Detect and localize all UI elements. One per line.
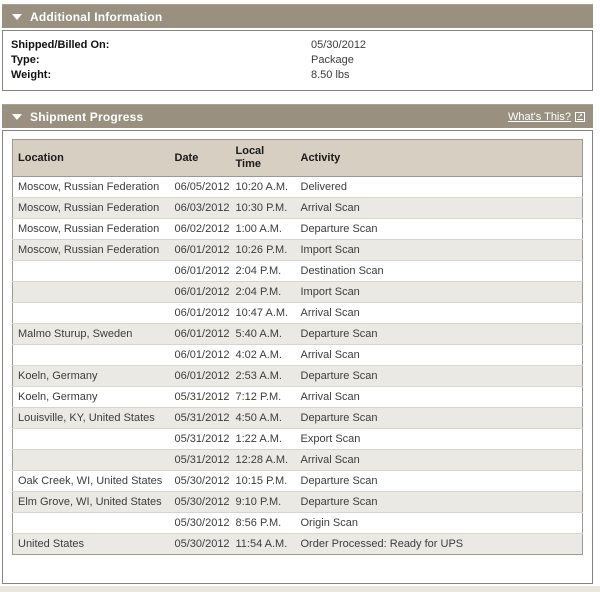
location-cell: United States: [18, 538, 85, 550]
activity-cell: Arrival Scan: [296, 345, 583, 366]
column-header-activity: Activity: [296, 140, 583, 177]
time-cell: 2:04 P.M.: [231, 261, 296, 282]
field-label: Type:: [11, 54, 40, 66]
shipment-table-body: [13, 177, 583, 555]
activity-cell: Departure Scan: [296, 408, 583, 429]
date-cell: 05/31/2012: [170, 408, 231, 429]
table-row: [13, 282, 583, 303]
location-cell: Koeln, Germany: [13, 366, 170, 387]
info-field-type: [3, 53, 592, 68]
shipment-progress-table: [12, 139, 583, 555]
time-cell: 4:50 A.M.: [231, 408, 296, 429]
time-cell: 10:30 P.M.: [231, 198, 296, 219]
whats-this-link[interactable]: [508, 111, 585, 123]
time-cell: 10:26 P.M.: [231, 240, 296, 261]
section-title: Additional Information: [30, 9, 163, 24]
column-header-location: Location: [13, 140, 170, 177]
location-cell: Louisville, KY, United States: [13, 408, 170, 429]
page-bottom-strip: [0, 586, 600, 592]
date-cell: 06/01/2012: [170, 366, 231, 387]
table-row: [13, 513, 583, 534]
table-row: [13, 177, 583, 198]
location-cell: [13, 303, 170, 324]
date-cell: 05/31/2012: [170, 450, 231, 471]
field-label: Weight:: [11, 69, 52, 81]
activity-cell: Export Scan: [296, 429, 583, 450]
activity-cell: Arrival Scan: [296, 387, 583, 408]
activity-cell: Import Scan: [296, 240, 583, 261]
location-cell: Malmo Sturup, Sweden: [13, 324, 170, 345]
collapse-triangle-icon: [12, 14, 22, 20]
time-cell: 9:10 P.M.: [231, 492, 296, 513]
table-row: [13, 387, 583, 408]
info-field-shipped-billed-on: [3, 38, 592, 53]
additional-information-header[interactable]: [2, 4, 593, 28]
shipment-progress-header[interactable]: [2, 104, 593, 128]
location-cell: Moscow, Russian Federation: [13, 177, 170, 198]
time-cell: 11:54 A.M.: [235, 538, 288, 550]
location-cell: Moscow, Russian Federation: [13, 219, 170, 240]
date-cell: 06/01/2012: [170, 261, 231, 282]
activity-cell: Arrival Scan: [296, 450, 583, 471]
popup-window-icon: ↗: [575, 112, 585, 122]
time-cell: 7:12 P.M.: [231, 387, 296, 408]
time-cell: 1:22 A.M.: [231, 429, 296, 450]
table-row: [13, 219, 583, 240]
field-value: 8.50 lbs: [311, 69, 350, 81]
location-cell: Moscow, Russian Federation: [13, 240, 170, 261]
info-field-weight: [3, 68, 592, 83]
time-cell: 8:56 P.M.: [231, 513, 296, 534]
table-row: [13, 429, 583, 450]
date-cell: 05/30/2012: [170, 492, 231, 513]
section-title: Shipment Progress: [30, 109, 144, 124]
activity-cell: Departure Scan: [296, 324, 583, 345]
time-cell: 2:53 A.M.: [231, 366, 296, 387]
activity-cell: Delivered: [296, 177, 583, 198]
time-cell: 10:20 A.M.: [231, 177, 296, 198]
location-cell: Elm Grove, WI, United States: [13, 492, 170, 513]
date-cell: 05/30/2012: [170, 513, 231, 534]
activity-cell: Departure Scan: [296, 366, 583, 387]
table-row: [13, 408, 583, 429]
column-header-date: Date: [170, 140, 231, 177]
activity-cell: Departure Scan: [296, 219, 583, 240]
activity-cell: Departure Scan: [296, 492, 583, 513]
whats-this-label: What's This?: [507, 110, 571, 123]
activity-cell: Import Scan: [296, 282, 583, 303]
date-cell: 05/30/2012: [170, 471, 231, 492]
activity-cell: Order Processed: Ready for UPS: [300, 538, 464, 550]
field-value: Package: [311, 54, 354, 66]
location-cell: [13, 282, 170, 303]
activity-cell: Destination Scan: [296, 261, 583, 282]
activity-cell: Arrival Scan: [296, 198, 583, 219]
date-cell: 06/01/2012: [170, 345, 231, 366]
date-cell: 05/31/2012: [170, 429, 231, 450]
time-cell: 10:15 P.M.: [231, 471, 296, 492]
field-value: 05/30/2012: [311, 39, 367, 51]
table-row: [13, 366, 583, 387]
location-cell: [13, 261, 170, 282]
table-row: [13, 345, 583, 366]
time-cell: 2:04 P.M.: [231, 282, 296, 303]
location-cell: [13, 429, 170, 450]
collapse-triangle-icon: [12, 114, 22, 120]
date-cell: 06/01/2012: [170, 303, 231, 324]
table-row: [13, 450, 583, 471]
table-header-row: [13, 140, 583, 177]
date-cell: 06/01/2012: [170, 282, 231, 303]
table-row: [13, 198, 583, 219]
table-row: [13, 261, 583, 282]
time-cell: 1:00 A.M.: [231, 219, 296, 240]
location-cell: Oak Creek, WI, United States: [13, 471, 170, 492]
table-row: [13, 534, 583, 555]
location-cell: [13, 513, 170, 534]
activity-cell: Arrival Scan: [296, 303, 583, 324]
shipment-progress-panel: [2, 130, 593, 584]
date-cell: 06/02/2012: [170, 219, 231, 240]
location-cell: [13, 345, 170, 366]
date-cell: 06/01/2012: [170, 324, 231, 345]
location-cell: [13, 450, 170, 471]
date-cell: 06/01/2012: [170, 240, 231, 261]
column-header-local-time: Local Time: [231, 140, 296, 177]
activity-cell: Origin Scan: [296, 513, 583, 534]
table-row: [13, 240, 583, 261]
table-row: [13, 303, 583, 324]
date-cell: 05/31/2012: [170, 387, 231, 408]
field-label: Shipped/Billed On:: [11, 39, 110, 51]
table-row: [13, 324, 583, 345]
location-cell: Moscow, Russian Federation: [13, 198, 170, 219]
date-cell: 06/03/2012: [170, 198, 231, 219]
time-cell: 10:47 A.M.: [231, 303, 296, 324]
activity-cell: Departure Scan: [296, 471, 583, 492]
additional-information-panel: [2, 30, 593, 91]
table-row: [13, 492, 583, 513]
time-cell: 12:28 A.M.: [231, 450, 296, 471]
date-cell: 05/30/2012: [174, 538, 230, 550]
table-row: [13, 471, 583, 492]
location-cell: Koeln, Germany: [13, 387, 170, 408]
time-cell: 4:02 A.M.: [231, 345, 296, 366]
date-cell: 06/05/2012: [170, 177, 231, 198]
time-cell: 5:40 A.M.: [231, 324, 296, 345]
